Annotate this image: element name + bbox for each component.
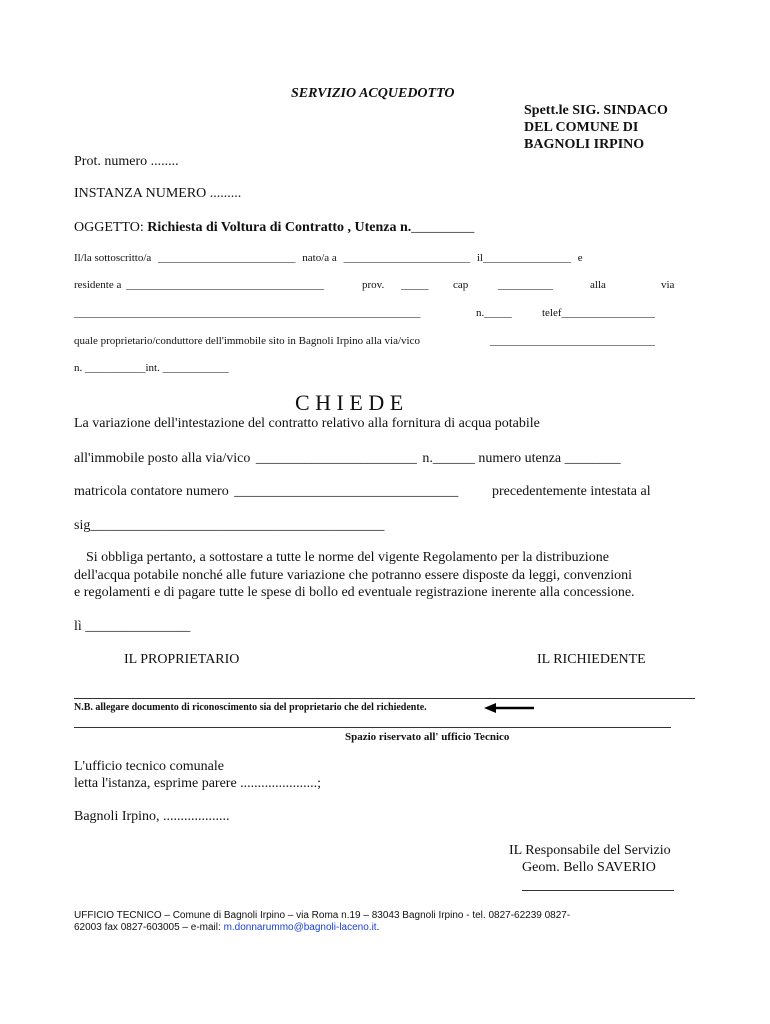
obligation-line-1: Si obbliga pertanto, a sottostare a tutte le norme del vigente Regolamento per la distribuzione xyxy=(86,550,609,565)
place-date-line: Bagnoli Irpino, ................... xyxy=(74,809,230,824)
footer-email-link[interactable]: m.donnarummo@bagnoli-laceno.it xyxy=(223,922,377,933)
blank-name: _________________________ xyxy=(158,252,296,264)
footer-line-1: UFFICIO TECNICO – Comune di Bagnoli Irpino – via Roma n.19 – 83043 Bagnoli Irpino - tel. 0827-62239 0827- xyxy=(74,910,571,921)
responsible-signature-line xyxy=(522,890,674,891)
utenza-blank: _________ xyxy=(411,220,475,235)
obligation-line-2: dell'acqua potabile nonché alle future variazione che potranno essere disposte da leggi, convenzioni xyxy=(74,568,633,583)
footer-contacts: 62003 fax 0827-603005 – e-mail: xyxy=(74,922,224,933)
footer-period: . xyxy=(376,922,380,933)
label-previous-holder: precedentemente intestata al xyxy=(492,484,651,499)
date-line: lì _______________ xyxy=(74,619,191,634)
blank-birthplace: _______________________ xyxy=(343,252,471,264)
applicant-row-1 xyxy=(74,252,583,264)
label-number: n._____ xyxy=(476,307,512,319)
label-and: e xyxy=(577,252,583,264)
arrow-left-icon xyxy=(484,702,536,714)
applicant-signature-label: IL RICHIEDENTE xyxy=(537,652,646,667)
protocol-number: Prot. numero ........ xyxy=(74,154,179,169)
label-via: via xyxy=(661,279,675,291)
label-cap: cap xyxy=(453,279,469,291)
blank-property-street-2: _______________________ xyxy=(255,451,417,466)
applicant-row-2 xyxy=(74,279,324,291)
owner-signature-label: IL PROPRIETARIO xyxy=(124,652,240,667)
recipient-line2: DEL COMUNE DI xyxy=(524,120,639,135)
label-resident-in: residente a xyxy=(74,279,122,291)
blank-meter-number: ________________________________ xyxy=(234,484,459,499)
label-meter-number: matricola contatore numero xyxy=(74,484,229,499)
footer-line-2 xyxy=(74,922,379,933)
recipient-line3: BAGNOLI IRPINO xyxy=(524,137,645,152)
property-location-label: quale proprietario/conduttore dell'immobile sito in Bagnoli Irpino alla via/vico xyxy=(74,335,420,347)
label-property-street: all'immobile posto alla via/vico xyxy=(74,451,251,466)
service-title: SERVIZIO ACQUEDOTTO xyxy=(291,86,455,101)
request-heading: C H I E D E xyxy=(295,390,404,415)
request-line-2 xyxy=(74,451,621,467)
blank-previous-holder: sig__________________________________________ xyxy=(74,518,385,533)
responsible-title: IL Responsabile del Servizio xyxy=(509,843,671,858)
blank-property-street: ______________________________ xyxy=(490,335,655,347)
label-born-in: nato/a a xyxy=(302,252,337,264)
request-line-3 xyxy=(74,484,458,500)
instance-number: INSTANZA NUMERO ......... xyxy=(74,186,242,201)
blank-birthdate: ________________ xyxy=(482,252,571,264)
recipient-line1: Spett.le SIG. SINDACO xyxy=(524,103,668,118)
obligation-line-3: e regolamenti e di pagare tutte le spese di bollo ed eventuale registrazione inerente alla concessione. xyxy=(74,585,635,600)
office-line-1: L'ufficio tecnico comunale xyxy=(74,759,224,774)
divider-top xyxy=(74,698,695,699)
reserved-office-label: Spazio riservato all' ufficio Tecnico xyxy=(345,731,510,743)
divider-bottom xyxy=(74,727,671,728)
office-line-2: letta l'istanza, esprime parere ......................; xyxy=(74,776,322,791)
blank-residence: ____________________________________ xyxy=(126,279,325,291)
label-alla: alla xyxy=(590,279,606,291)
label-on: il xyxy=(476,252,483,264)
subject-text: Richiesta di Voltura di Contratto , Utenza n. xyxy=(147,220,412,235)
request-line-1: La variazione dell'intestazione del contratto relativo alla fornitura di acqua potabile xyxy=(74,416,540,431)
blank-street: _______________________________________________________________ xyxy=(74,307,421,319)
property-number-int: n. ___________int. ____________ xyxy=(74,362,229,374)
label-utenza-number: n.______ numero utenza ________ xyxy=(422,451,621,466)
subject-line xyxy=(74,220,474,236)
responsible-name: Geom. Bello SAVERIO xyxy=(522,860,656,875)
subject-label: OGGETTO: xyxy=(74,220,148,235)
label-undersigned: Il/la sottoscritto/a xyxy=(74,252,152,264)
note-text: N.B. allegare documento di riconoscimento sia del proprietario che del richiedente. xyxy=(74,702,427,713)
label-phone: telef_________________ xyxy=(542,307,656,319)
blank-cap: __________ xyxy=(498,279,553,291)
blank-prov: _____ xyxy=(401,279,429,291)
label-prov: prov. xyxy=(362,279,385,291)
